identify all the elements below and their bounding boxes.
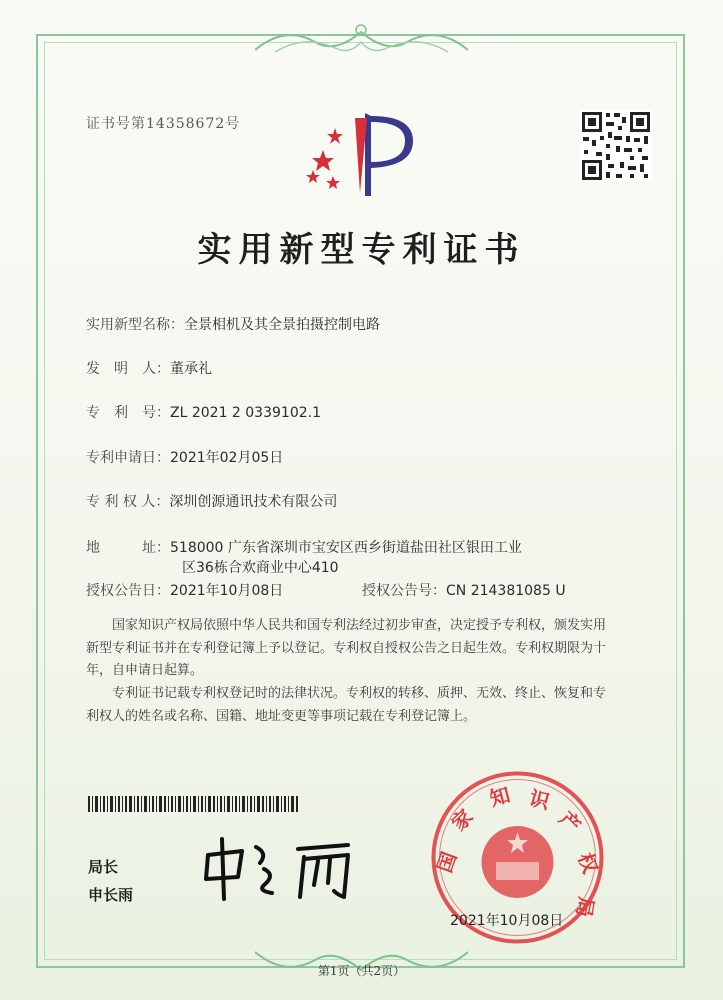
address-line-1: 518000 广东省深圳市宝安区西乡街道盐田社区银田工业 xyxy=(170,540,522,556)
svg-text:家: 家 xyxy=(446,804,478,836)
qr-code xyxy=(580,110,652,182)
patentee-label: 专 利 权 人： xyxy=(86,494,170,510)
paragraph-2-line-2: 利权人的姓名或名称、国籍、地址变更等事项记载在专利登记簿上。 xyxy=(86,708,477,724)
patent-number-value: ZL 2021 2 0339102.1 xyxy=(170,405,321,421)
address-label: 地 址： xyxy=(86,540,170,556)
paragraph-1-line-2: 新型专利证书并在专利登记簿上予以登记。专利权自授权公告之日起生效。专利权期限为十 xyxy=(86,640,607,656)
grant-number-row xyxy=(362,580,566,600)
handwritten-signature xyxy=(198,833,368,905)
certificate-title: 实用新型专利证书 xyxy=(197,230,526,270)
grant-number-value: CN 214381085 U xyxy=(446,583,566,599)
page-number: 第1页（共2页） xyxy=(317,964,406,978)
filing-date-value: 2021年02月05日 xyxy=(170,450,284,466)
inventor-label: 发 明 人： xyxy=(86,361,170,377)
paragraph-2 xyxy=(86,683,646,728)
address-line-2: 区36栋合欢商业中心410 xyxy=(182,560,339,576)
certificate-number: 证书号第14358672号 xyxy=(86,116,241,132)
svg-text:知: 知 xyxy=(487,782,513,811)
inventor-row xyxy=(86,358,212,378)
paragraph-1 xyxy=(86,615,646,683)
paragraph-1-line-1: 国家知识产权局依照中华人民共和国专利法经过初步审查，决定授予专利权，颁发实用 xyxy=(112,618,607,633)
grant-date-value: 2021年10月08日 xyxy=(170,583,284,599)
svg-text:局: 局 xyxy=(571,895,599,919)
signatory-name: 申长雨 xyxy=(88,886,134,904)
grant-number-label: 授权公告号： xyxy=(362,583,446,599)
seal-date: 2021年10月08日 xyxy=(450,913,564,929)
svg-text:识: 识 xyxy=(526,785,553,815)
patentee-row xyxy=(86,491,337,511)
patent-number-label: 专 利 号： xyxy=(86,405,170,421)
utility-model-name-row xyxy=(86,314,380,334)
utility-model-name-value: 全景相机及其全景拍摄控制电路 xyxy=(184,317,380,333)
filing-date-row xyxy=(86,447,283,467)
svg-text:产: 产 xyxy=(554,806,586,838)
utility-model-name-label: 实用新型名称： xyxy=(86,317,184,333)
grant-date-row xyxy=(86,580,283,600)
patent-number-row xyxy=(86,402,321,422)
cnipa-logo xyxy=(305,108,420,198)
signatory-title: 局长 xyxy=(88,858,119,876)
address-row-2 xyxy=(182,557,339,577)
paragraph-1-line-3: 年，自申请日起算。 xyxy=(86,663,204,678)
patentee-value: 深圳创源通讯技术有限公司 xyxy=(169,494,338,510)
svg-text:国: 国 xyxy=(432,848,462,876)
inventor-value: 董承礼 xyxy=(170,361,212,377)
address-row xyxy=(86,537,522,557)
filing-date-label: 专利申请日： xyxy=(86,450,170,466)
grant-date-label: 授权公告日： xyxy=(86,583,170,599)
svg-text:权: 权 xyxy=(573,849,603,877)
paragraph-2-line-1: 专利证书记载专利权登记时的法律状况。专利权的转移、质押、无效、终止、恢复和专 xyxy=(112,686,607,701)
top-ornament xyxy=(255,20,468,60)
barcode xyxy=(88,796,300,812)
